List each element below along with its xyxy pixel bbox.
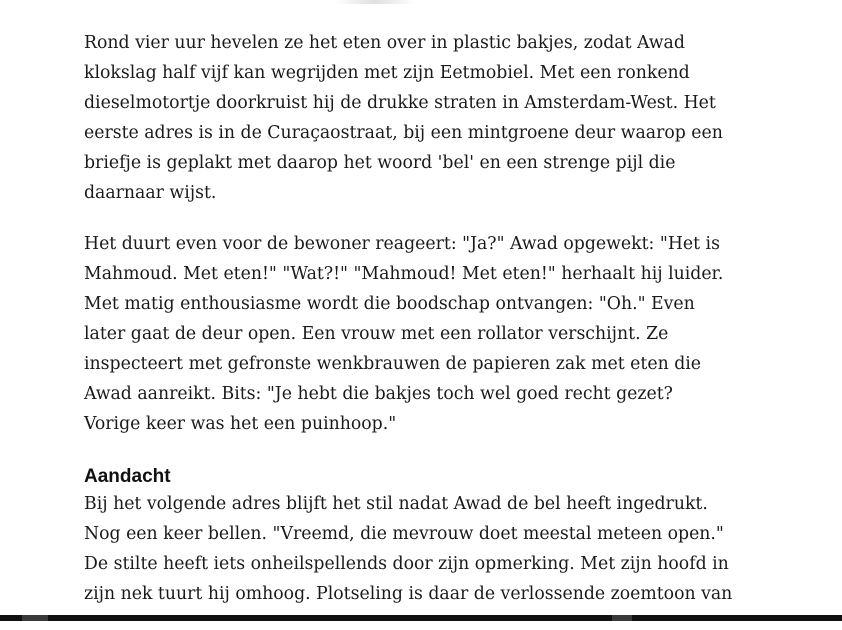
taskbar-segment xyxy=(22,615,48,621)
article-paragraph-1: Rond vier uur hevelen ze het eten over in plastic bakjes, zodat Awad klokslag half vijf kan wegrijden met zijn Eetmobiel. Met een ronkend dieselmotortje doorkruist hij de drukke straten in Amsterdam-West. Het eerste adres is in de Curaçaostraat, bij een mintgroene deur waarop een briefje is geplakt met daarop het woord 'bel' en een strenge pijl die daarnaar wijst. xyxy=(84,33,723,203)
bottom-taskbar-strip xyxy=(0,615,842,621)
article-body xyxy=(84,28,744,630)
article-paragraph-2: Het duurt even voor de bewoner reageert: "Ja?" Awad opgewekt: "Het is Mahmoud. Met eten!" "Wat?!" "Mahmoud! Met eten!" herhaalt hij luider. Met matig enthousiasme wordt die boodschap ontvangen: "Oh." Even later gaat de deur open. Een vrouw met een rollator verschijnt. Ze inspecteert met gefronste wenkbrauwen de papieren zak met eten die Awad aanreikt. Bits: "Je hebt die bakjes toch wel goed recht gezet? Vorige keer was het een puinhoop." xyxy=(84,234,724,434)
top-faded-caption xyxy=(335,0,415,4)
section-heading: Aandacht xyxy=(84,466,171,487)
taskbar-segment xyxy=(612,615,632,621)
article-paragraph-3: Bij het volgende adres blijft het stil nadat Awad de bel heeft ingedrukt. Nog een keer bellen. "Vreemd, die mevrouw doet meestal meteen open." De stilte heeft iets onheilspellends door zijn opmerking. Met zijn hoofd in zijn nek tuurt hij omhoog. Plotseling is daar de verlossende zoemtoon van xyxy=(84,494,733,604)
